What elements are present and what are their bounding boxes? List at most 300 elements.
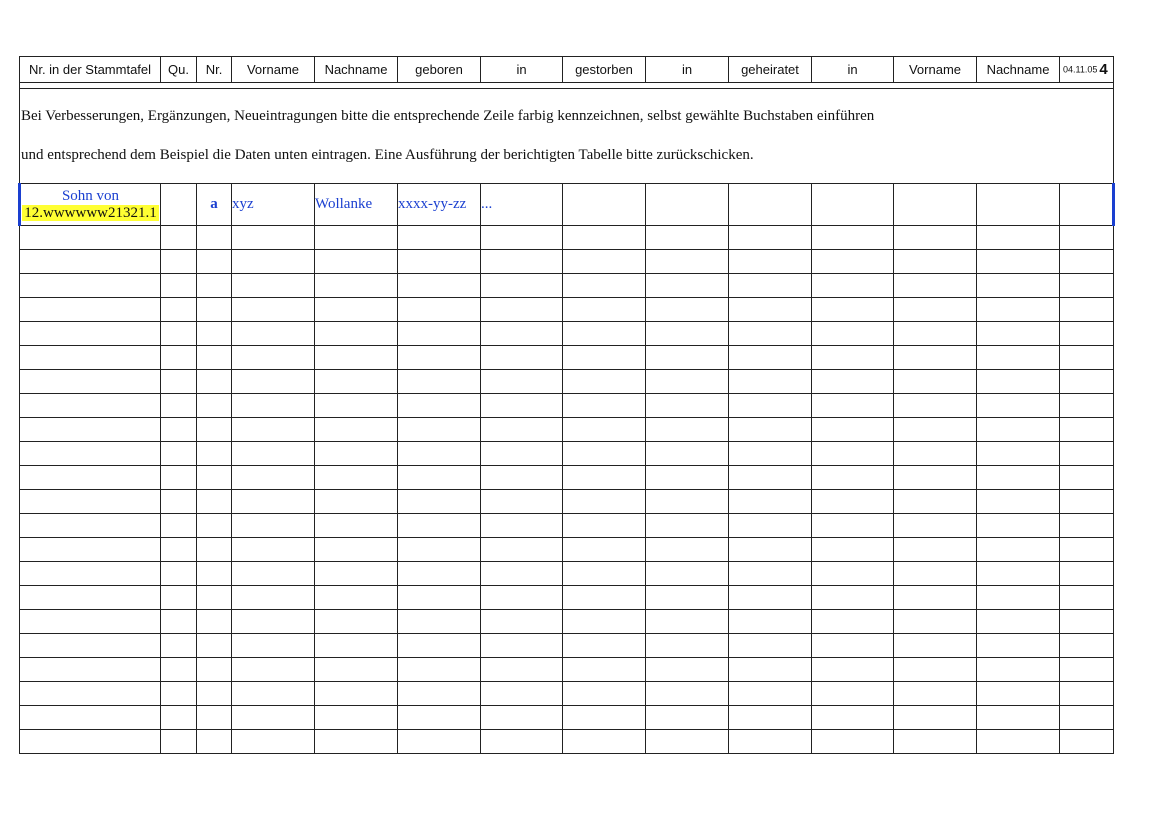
table-cell — [894, 586, 977, 610]
table-cell — [812, 730, 894, 754]
table-row — [20, 394, 1114, 418]
table-cell — [197, 442, 232, 466]
table-cell — [197, 610, 232, 634]
example-cell — [812, 184, 894, 226]
table-cell — [1060, 274, 1114, 298]
table-cell — [20, 298, 161, 322]
table-cell — [977, 394, 1060, 418]
table-cell — [398, 442, 481, 466]
table-row — [20, 370, 1114, 394]
table-row — [20, 346, 1114, 370]
table-cell — [481, 274, 563, 298]
table-cell — [977, 490, 1060, 514]
table-cell — [1060, 346, 1114, 370]
table-cell — [315, 730, 398, 754]
table-cell — [161, 682, 197, 706]
table-cell — [977, 370, 1060, 394]
col-header-geheiratet-in: in — [812, 57, 894, 83]
table-cell — [812, 706, 894, 730]
table-cell — [197, 658, 232, 682]
table-cell — [20, 682, 161, 706]
table-row — [20, 298, 1114, 322]
table-cell — [894, 226, 977, 250]
table-row — [20, 610, 1114, 634]
table-cell — [729, 250, 812, 274]
table-cell — [232, 274, 315, 298]
example-vorname: xyz — [232, 184, 315, 226]
table-cell — [315, 490, 398, 514]
table-cell — [894, 418, 977, 442]
table-cell — [161, 418, 197, 442]
table-cell — [563, 538, 646, 562]
table-cell — [894, 322, 977, 346]
table-cell — [197, 634, 232, 658]
table-cell — [563, 322, 646, 346]
example-qu — [161, 184, 197, 226]
col-header-partner-vorname: Vorname — [894, 57, 977, 83]
table-cell — [232, 514, 315, 538]
table-cell — [232, 346, 315, 370]
table-cell — [563, 226, 646, 250]
table-cell — [161, 730, 197, 754]
table-cell — [232, 442, 315, 466]
table-cell — [161, 586, 197, 610]
instruction-line-2: und entsprechend dem Beispiel die Daten unten eintragen. Eine Ausführung der berichtigten Tabelle bitte zurückschicken. — [21, 147, 754, 163]
table-cell — [481, 418, 563, 442]
table-cell — [729, 586, 812, 610]
table-cell — [197, 370, 232, 394]
table-cell — [1060, 490, 1114, 514]
table-cell — [20, 634, 161, 658]
table-cell — [729, 514, 812, 538]
table-cell — [20, 490, 161, 514]
table-cell — [161, 538, 197, 562]
table-cell — [481, 586, 563, 610]
table-cell — [20, 706, 161, 730]
table-row — [20, 466, 1114, 490]
table-cell — [812, 490, 894, 514]
col-header-geboren-in: in — [481, 57, 563, 83]
sheet-date: 04.11.05 — [1063, 64, 1098, 75]
table-cell — [563, 562, 646, 586]
table-cell — [398, 562, 481, 586]
table-row — [20, 490, 1114, 514]
table-cell — [20, 442, 161, 466]
table-cell — [398, 418, 481, 442]
table-cell — [729, 634, 812, 658]
table-cell — [729, 442, 812, 466]
table-cell — [646, 562, 729, 586]
table-cell — [646, 610, 729, 634]
table-cell — [1060, 226, 1114, 250]
table-cell — [812, 226, 894, 250]
table-cell — [161, 634, 197, 658]
table-cell — [232, 226, 315, 250]
table-row — [20, 250, 1114, 274]
table-cell — [161, 562, 197, 586]
table-cell — [197, 682, 232, 706]
table-cell — [20, 538, 161, 562]
table-cell — [20, 394, 161, 418]
table-cell — [729, 562, 812, 586]
table-cell — [563, 730, 646, 754]
table-cell — [1060, 322, 1114, 346]
table-cell — [894, 658, 977, 682]
table-cell — [977, 466, 1060, 490]
table-row — [20, 514, 1114, 538]
table-cell — [563, 658, 646, 682]
table-cell — [197, 586, 232, 610]
table-cell — [315, 226, 398, 250]
table-cell — [315, 250, 398, 274]
table-cell — [197, 274, 232, 298]
example-nachname: Wollanke — [315, 184, 398, 226]
table-cell — [398, 394, 481, 418]
table-cell — [197, 538, 232, 562]
table-cell — [977, 538, 1060, 562]
table-cell — [481, 226, 563, 250]
example-cell — [894, 184, 977, 226]
table-cell — [315, 634, 398, 658]
table-cell — [977, 514, 1060, 538]
table-cell — [232, 538, 315, 562]
table-row — [20, 274, 1114, 298]
table-cell — [646, 682, 729, 706]
table-cell — [729, 274, 812, 298]
table-cell — [20, 250, 161, 274]
table-cell — [646, 298, 729, 322]
col-header-geboren: geboren — [398, 57, 481, 83]
table-cell — [197, 346, 232, 370]
table-cell — [197, 490, 232, 514]
table-cell — [315, 298, 398, 322]
table-cell — [161, 466, 197, 490]
table-cell — [1060, 418, 1114, 442]
table-cell — [812, 418, 894, 442]
table-cell — [20, 370, 161, 394]
table-cell — [20, 586, 161, 610]
table-cell — [894, 706, 977, 730]
table-cell — [812, 586, 894, 610]
table-cell — [729, 610, 812, 634]
table-cell — [161, 514, 197, 538]
table-cell — [232, 658, 315, 682]
table-cell — [1060, 682, 1114, 706]
table-cell — [729, 346, 812, 370]
table-cell — [161, 274, 197, 298]
table-cell — [563, 274, 646, 298]
table-cell — [1060, 514, 1114, 538]
table-cell — [563, 514, 646, 538]
table-cell — [977, 562, 1060, 586]
table-cell — [812, 370, 894, 394]
table-cell — [481, 658, 563, 682]
table-cell — [812, 394, 894, 418]
table-row — [20, 658, 1114, 682]
table-cell — [20, 730, 161, 754]
table-cell — [563, 706, 646, 730]
table-cell — [481, 298, 563, 322]
table-cell — [646, 394, 729, 418]
table-cell — [812, 514, 894, 538]
table-cell — [812, 562, 894, 586]
table-cell — [563, 370, 646, 394]
table-cell — [197, 250, 232, 274]
table-cell — [729, 730, 812, 754]
col-header-gestorben-in: in — [646, 57, 729, 83]
family-table — [18, 56, 1115, 754]
table-cell — [161, 346, 197, 370]
table-cell — [197, 466, 232, 490]
table-cell — [563, 466, 646, 490]
table-cell — [563, 490, 646, 514]
table-cell — [161, 658, 197, 682]
table-cell — [646, 322, 729, 346]
table-cell — [398, 610, 481, 634]
col-header-geheiratet: geheiratet — [729, 57, 812, 83]
table-cell — [398, 274, 481, 298]
table-cell — [646, 442, 729, 466]
example-nr: a — [197, 184, 232, 226]
table-cell — [232, 322, 315, 346]
table-cell — [1060, 658, 1114, 682]
table-cell — [894, 634, 977, 658]
table-cell — [563, 682, 646, 706]
table-cell — [398, 634, 481, 658]
table-cell — [729, 538, 812, 562]
table-cell — [977, 610, 1060, 634]
table-cell — [812, 322, 894, 346]
table-cell — [812, 658, 894, 682]
table-cell — [161, 298, 197, 322]
table-cell — [729, 394, 812, 418]
table-cell — [1060, 442, 1114, 466]
table-cell — [481, 370, 563, 394]
table-cell — [1060, 538, 1114, 562]
table-cell — [197, 394, 232, 418]
table-cell — [232, 250, 315, 274]
table-cell — [646, 658, 729, 682]
table-cell — [20, 658, 161, 682]
instruction-text — [20, 89, 1114, 184]
table-cell — [232, 370, 315, 394]
table-row — [20, 418, 1114, 442]
instruction-box — [20, 89, 1114, 184]
example-relation: Sohn von — [61, 187, 120, 204]
example-stammtafel — [20, 184, 161, 226]
table-cell — [812, 538, 894, 562]
table-cell — [197, 418, 232, 442]
table-cell — [894, 250, 977, 274]
table-cell — [646, 370, 729, 394]
table-cell — [398, 226, 481, 250]
table-cell — [812, 250, 894, 274]
table-cell — [563, 394, 646, 418]
table-cell — [1060, 706, 1114, 730]
table-cell — [20, 322, 161, 346]
table-cell — [315, 658, 398, 682]
table-cell — [563, 634, 646, 658]
table-cell — [563, 250, 646, 274]
table-cell — [315, 610, 398, 634]
col-header-partner-nachname: Nachname — [977, 57, 1060, 83]
table-cell — [563, 610, 646, 634]
table-cell — [398, 514, 481, 538]
table-cell — [646, 250, 729, 274]
table-cell — [481, 538, 563, 562]
table-cell — [398, 538, 481, 562]
table-cell — [894, 682, 977, 706]
table-cell — [398, 298, 481, 322]
table-cell — [812, 274, 894, 298]
table-cell — [315, 706, 398, 730]
table-cell — [398, 682, 481, 706]
genealogy-sheet — [18, 56, 1112, 754]
table-cell — [315, 274, 398, 298]
table-cell — [481, 442, 563, 466]
table-cell — [481, 706, 563, 730]
col-header-vorname: Vorname — [232, 57, 315, 83]
table-row — [20, 322, 1114, 346]
table-cell — [398, 658, 481, 682]
table-cell — [646, 226, 729, 250]
table-cell — [563, 298, 646, 322]
table-cell — [563, 346, 646, 370]
table-cell — [232, 586, 315, 610]
table-cell — [398, 586, 481, 610]
table-cell — [646, 586, 729, 610]
table-cell — [729, 706, 812, 730]
table-cell — [646, 274, 729, 298]
table-cell — [729, 682, 812, 706]
table-cell — [729, 658, 812, 682]
table-cell — [977, 346, 1060, 370]
table-cell — [729, 226, 812, 250]
example-geboren-in: ... — [481, 184, 563, 226]
table-row — [20, 442, 1114, 466]
col-header-nachname: Nachname — [315, 57, 398, 83]
table-cell — [563, 418, 646, 442]
table-cell — [977, 706, 1060, 730]
date-page-cell — [1060, 57, 1114, 83]
table-cell — [232, 730, 315, 754]
table-cell — [977, 658, 1060, 682]
table-cell — [232, 682, 315, 706]
table-cell — [812, 466, 894, 490]
table-cell — [894, 490, 977, 514]
table-cell — [315, 682, 398, 706]
table-cell — [481, 250, 563, 274]
table-cell — [315, 562, 398, 586]
table-cell — [812, 682, 894, 706]
table-row — [20, 586, 1114, 610]
table-cell — [197, 226, 232, 250]
table-cell — [20, 346, 161, 370]
table-cell — [977, 250, 1060, 274]
table-cell — [1060, 634, 1114, 658]
table-cell — [232, 394, 315, 418]
table-cell — [398, 250, 481, 274]
table-cell — [481, 346, 563, 370]
table-cell — [729, 370, 812, 394]
table-row — [20, 682, 1114, 706]
table-cell — [729, 466, 812, 490]
table-cell — [197, 322, 232, 346]
table-cell — [232, 418, 315, 442]
table-cell — [481, 394, 563, 418]
table-cell — [646, 490, 729, 514]
table-cell — [161, 322, 197, 346]
example-cell — [729, 184, 812, 226]
table-row — [20, 634, 1114, 658]
example-cell — [977, 184, 1060, 226]
table-cell — [563, 586, 646, 610]
table-cell — [1060, 730, 1114, 754]
table-cell — [161, 610, 197, 634]
table-cell — [315, 322, 398, 346]
table-cell — [232, 466, 315, 490]
table-cell — [1060, 394, 1114, 418]
header-row — [20, 57, 1114, 83]
col-header-qu: Qu. — [161, 57, 197, 83]
table-cell — [481, 514, 563, 538]
table-cell — [977, 226, 1060, 250]
table-cell — [894, 346, 977, 370]
table-cell — [315, 442, 398, 466]
example-reference: 12.wwwwww21321.1 — [24, 204, 157, 221]
table-cell — [232, 706, 315, 730]
table-cell — [729, 418, 812, 442]
table-cell — [197, 514, 232, 538]
table-cell — [315, 586, 398, 610]
table-cell — [232, 610, 315, 634]
table-cell — [315, 394, 398, 418]
table-cell — [481, 466, 563, 490]
table-cell — [729, 322, 812, 346]
table-cell — [977, 298, 1060, 322]
table-row — [20, 226, 1114, 250]
table-cell — [977, 682, 1060, 706]
table-cell — [161, 394, 197, 418]
table-cell — [232, 562, 315, 586]
table-row — [20, 706, 1114, 730]
table-cell — [977, 322, 1060, 346]
table-cell — [977, 730, 1060, 754]
table-cell — [894, 442, 977, 466]
table-cell — [894, 466, 977, 490]
table-cell — [20, 226, 161, 250]
table-cell — [398, 346, 481, 370]
table-cell — [20, 466, 161, 490]
table-cell — [894, 514, 977, 538]
table-cell — [481, 490, 563, 514]
table-cell — [197, 730, 232, 754]
instruction-line-1: Bei Verbesserungen, Ergänzungen, Neueintragungen bitte die entsprechende Zeile farbig kennzeichnen, selbst gewählte Buchstaben einführen — [21, 108, 875, 124]
table-cell — [20, 562, 161, 586]
table-cell — [812, 634, 894, 658]
table-cell — [977, 442, 1060, 466]
example-cell — [1060, 184, 1114, 226]
table-cell — [197, 706, 232, 730]
table-cell — [315, 346, 398, 370]
table-cell — [729, 490, 812, 514]
table-cell — [398, 466, 481, 490]
table-cell — [398, 706, 481, 730]
table-cell — [894, 730, 977, 754]
table-cell — [197, 562, 232, 586]
table-cell — [161, 370, 197, 394]
table-cell — [646, 466, 729, 490]
